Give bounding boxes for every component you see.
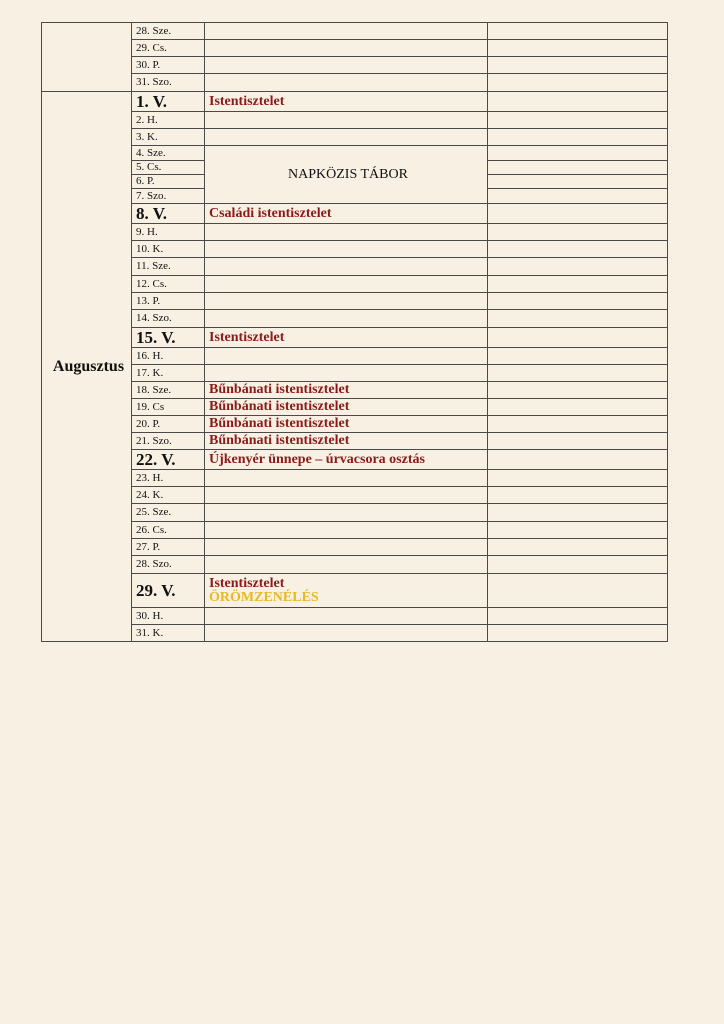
event-cell	[205, 129, 488, 146]
event-cell	[205, 40, 488, 57]
extra-cell	[488, 57, 668, 74]
day-cell: 17. K.	[132, 365, 205, 382]
event-cell	[205, 23, 488, 40]
event-cell	[205, 608, 488, 625]
extra-cell	[488, 189, 668, 204]
table-row	[42, 470, 668, 487]
event-cell	[205, 382, 488, 399]
event-cell	[205, 399, 488, 416]
table-row	[42, 487, 668, 504]
extra-cell	[488, 92, 668, 112]
day-cell: 9. H.	[132, 224, 205, 241]
extra-cell	[488, 23, 668, 40]
event-cell	[205, 539, 488, 556]
table-row	[42, 74, 668, 92]
table-row	[42, 574, 668, 608]
extra-cell	[488, 470, 668, 487]
event-cell	[205, 204, 488, 224]
day-cell: 8. V.	[132, 204, 205, 224]
table-row	[42, 293, 668, 310]
table-row	[42, 112, 668, 129]
event-line-1: Bűnbánati istentisztelet	[209, 382, 350, 397]
event-cell	[205, 416, 488, 433]
table-row	[42, 625, 668, 642]
event-line-1: Családi istentisztelet	[209, 205, 332, 221]
extra-cell	[488, 161, 668, 175]
day-cell: 30. H.	[132, 608, 205, 625]
table-row	[42, 146, 668, 161]
table-row	[42, 522, 668, 539]
day-cell: 29. Cs.	[132, 40, 205, 57]
event-line-1: Istentisztelet	[209, 93, 285, 109]
event-cell	[205, 57, 488, 74]
day-cell: 26. Cs.	[132, 522, 205, 539]
table-row	[42, 57, 668, 74]
day-cell: 25. Sze.	[132, 504, 205, 522]
month-cell	[42, 23, 132, 92]
event-cell	[205, 92, 488, 112]
event-cell	[205, 241, 488, 258]
event-cell	[205, 433, 488, 450]
day-cell: 15. V.	[132, 328, 205, 348]
day-cell: 19. Cs	[132, 399, 205, 416]
table-row	[42, 92, 668, 112]
table-row	[42, 433, 668, 450]
day-cell: 28. Sze.	[132, 23, 205, 40]
extra-cell	[488, 129, 668, 146]
day-cell: 13. P.	[132, 293, 205, 310]
table-row	[42, 348, 668, 365]
table-row	[42, 310, 668, 328]
day-cell: 22. V.	[132, 450, 205, 470]
event-cell	[205, 450, 488, 470]
extra-cell	[488, 608, 668, 625]
event-line-1: Istentisztelet	[209, 329, 285, 345]
extra-cell	[488, 556, 668, 574]
event-line-1: Újkenyér ünnepe – úrvacsora osztás	[209, 451, 425, 467]
calendar-table	[41, 22, 668, 642]
extra-cell	[488, 258, 668, 276]
event-cell	[205, 470, 488, 487]
table-row	[42, 224, 668, 241]
table-row	[42, 23, 668, 40]
day-cell: 29. V.	[132, 574, 205, 608]
day-cell: 21. Szo.	[132, 433, 205, 450]
day-cell: 28. Szo.	[132, 556, 205, 574]
table-row	[42, 276, 668, 293]
table-row	[42, 241, 668, 258]
extra-cell	[488, 382, 668, 399]
month-cell: Augusztus	[42, 92, 132, 642]
day-cell: 3. K.	[132, 129, 205, 146]
day-cell: 27. P.	[132, 539, 205, 556]
extra-cell	[488, 241, 668, 258]
event-cell	[205, 293, 488, 310]
extra-cell	[488, 574, 668, 608]
camp-event-cell: NAPKÖZIS TÁBOR	[205, 146, 488, 204]
event-line-1: Istentisztelet	[209, 576, 285, 591]
extra-cell	[488, 433, 668, 450]
table-row	[42, 416, 668, 433]
table-row	[42, 539, 668, 556]
day-cell: 6. P.	[132, 175, 205, 189]
table-row	[42, 328, 668, 348]
extra-cell	[488, 40, 668, 57]
table-row	[42, 450, 668, 470]
day-cell: 18. Sze.	[132, 382, 205, 399]
event-cell	[205, 365, 488, 382]
day-cell: 4. Sze.	[132, 146, 205, 161]
event-cell	[205, 310, 488, 328]
day-cell: 12. Cs.	[132, 276, 205, 293]
event-cell	[205, 328, 488, 348]
table-row	[42, 40, 668, 57]
event-cell	[205, 224, 488, 241]
event-cell	[205, 487, 488, 504]
table-row	[42, 129, 668, 146]
extra-cell	[488, 310, 668, 328]
extra-cell	[488, 416, 668, 433]
day-cell: 5. Cs.	[132, 161, 205, 175]
extra-cell	[488, 625, 668, 642]
table-row	[42, 204, 668, 224]
event-cell	[205, 276, 488, 293]
extra-cell	[488, 74, 668, 92]
extra-cell	[488, 204, 668, 224]
day-cell: 23. H.	[132, 470, 205, 487]
table-row	[42, 365, 668, 382]
day-cell: 7. Szo.	[132, 189, 205, 204]
event-line-1: Bűnbánati istentisztelet	[209, 416, 350, 431]
event-cell	[205, 504, 488, 522]
extra-cell	[488, 146, 668, 161]
extra-cell	[488, 328, 668, 348]
table-row	[42, 504, 668, 522]
table-row	[42, 399, 668, 416]
table-row	[42, 556, 668, 574]
extra-cell	[488, 487, 668, 504]
event-line-1: Bűnbánati istentisztelet	[209, 433, 350, 448]
extra-cell	[488, 276, 668, 293]
table-row	[42, 608, 668, 625]
event-cell	[205, 74, 488, 92]
day-cell: 11. Sze.	[132, 258, 205, 276]
extra-cell	[488, 348, 668, 365]
event-cell	[205, 258, 488, 276]
extra-cell	[488, 522, 668, 539]
event-cell	[205, 625, 488, 642]
event-cell	[205, 348, 488, 365]
day-cell: 10. K.	[132, 241, 205, 258]
extra-cell	[488, 399, 668, 416]
extra-cell	[488, 365, 668, 382]
event-cell	[205, 556, 488, 574]
calendar-body	[42, 23, 668, 642]
table-row	[42, 258, 668, 276]
day-cell: 31. Szo.	[132, 74, 205, 92]
day-cell: 24. K.	[132, 487, 205, 504]
extra-cell	[488, 293, 668, 310]
event-line-1: Bűnbánati istentisztelet	[209, 399, 350, 414]
extra-cell	[488, 112, 668, 129]
extra-cell	[488, 539, 668, 556]
day-cell: 31. K.	[132, 625, 205, 642]
table-row	[42, 382, 668, 399]
event-cell	[205, 574, 488, 608]
day-cell: 30. P.	[132, 57, 205, 74]
day-cell: 20. P.	[132, 416, 205, 433]
day-cell: 16. H.	[132, 348, 205, 365]
event-line-2: ÖRÖMZENÉLÉS	[209, 590, 319, 605]
extra-cell	[488, 175, 668, 189]
extra-cell	[488, 504, 668, 522]
extra-cell	[488, 224, 668, 241]
day-cell: 14. Szo.	[132, 310, 205, 328]
event-cell	[205, 112, 488, 129]
day-cell: 2. H.	[132, 112, 205, 129]
day-cell: 1. V.	[132, 92, 205, 112]
extra-cell	[488, 450, 668, 470]
event-cell	[205, 522, 488, 539]
